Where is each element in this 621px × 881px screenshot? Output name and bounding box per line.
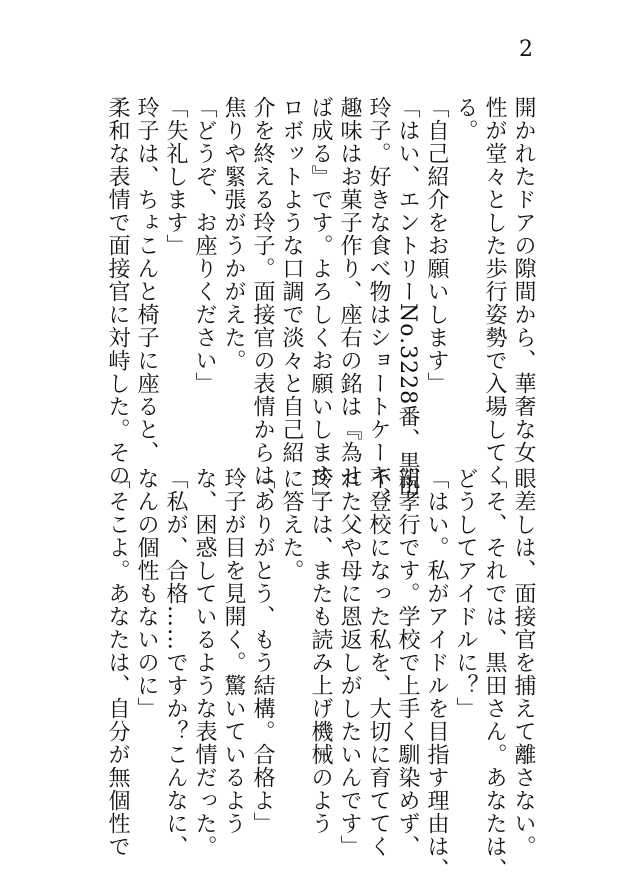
- text-column: どうしてアイドルに？」: [453, 467, 478, 720]
- text-column: なんの個性もないのに」: [134, 467, 159, 720]
- bottom-text-block: [104, 467, 536, 881]
- text-column: 「どうぞ、お座りください」: [192, 96, 217, 395]
- text-column: 開かれたドアの隙間から、華奢な女: [511, 96, 536, 464]
- text-column: 趣味はお菓子作り、座右の銘は『為せ: [337, 96, 362, 487]
- text-column: 介を終える玲子。面接官の表情からは、: [250, 96, 275, 510]
- text-column: 「そこよ。あなたは、自分が無個性で: [105, 467, 130, 858]
- text-column: 「失礼します」: [163, 96, 188, 257]
- text-column: 柔和な表情で面接官に対峙した。その: [105, 96, 130, 487]
- text-column: 焦りや緊張がうかがえた。: [221, 96, 246, 372]
- text-column: ロボットような口調で淡々と自己紹: [279, 96, 304, 464]
- text-column: 眼差しは、面接官を捕えて離さない。: [511, 467, 536, 858]
- text-column: 「ありがとう、もう結構。合格よ」: [250, 467, 275, 835]
- text-column: 「そ、それでは、黒田さん。あなたは、: [482, 467, 507, 881]
- text-column: 玲子は、またも読み上げ機械のよう: [308, 467, 333, 835]
- page-number: 2: [519, 37, 533, 62]
- text-column: る。: [453, 96, 478, 142]
- text-column: 性が堂々とした歩行姿勢で入場してく: [482, 96, 507, 487]
- text-column: 親孝行です。学校で上手く馴染めず、: [395, 467, 420, 858]
- text-column: な、困惑しているような表情だった。: [192, 467, 217, 858]
- text-column: ば成る』です。よろしくお願いします」: [308, 96, 333, 510]
- text-column: れた父や母に恩返しがしたいんです」: [337, 467, 362, 858]
- text-column: 「はい。私がアイドルを目指す理由は、: [424, 467, 449, 881]
- top-text-block: [104, 96, 536, 510]
- text-column: に答えた。: [279, 467, 304, 582]
- text-column: 玲子は、ちょこんと椅子に座ると、: [134, 96, 159, 464]
- text-column: 玲子が目を見開く。驚いているよう: [221, 467, 246, 835]
- text-column: 不登校になった私を、大切に育ててく: [366, 467, 391, 858]
- text-column: 「はい、エントリーNo.3228番、黒田: [395, 96, 420, 498]
- text-column: 玲子。好きな食べ物はショートケーキ、: [366, 96, 391, 510]
- text-column: 「私が、合格……ですか？こんなに、: [163, 467, 188, 858]
- text-column: 「自己紹介をお願いします」: [424, 96, 449, 395]
